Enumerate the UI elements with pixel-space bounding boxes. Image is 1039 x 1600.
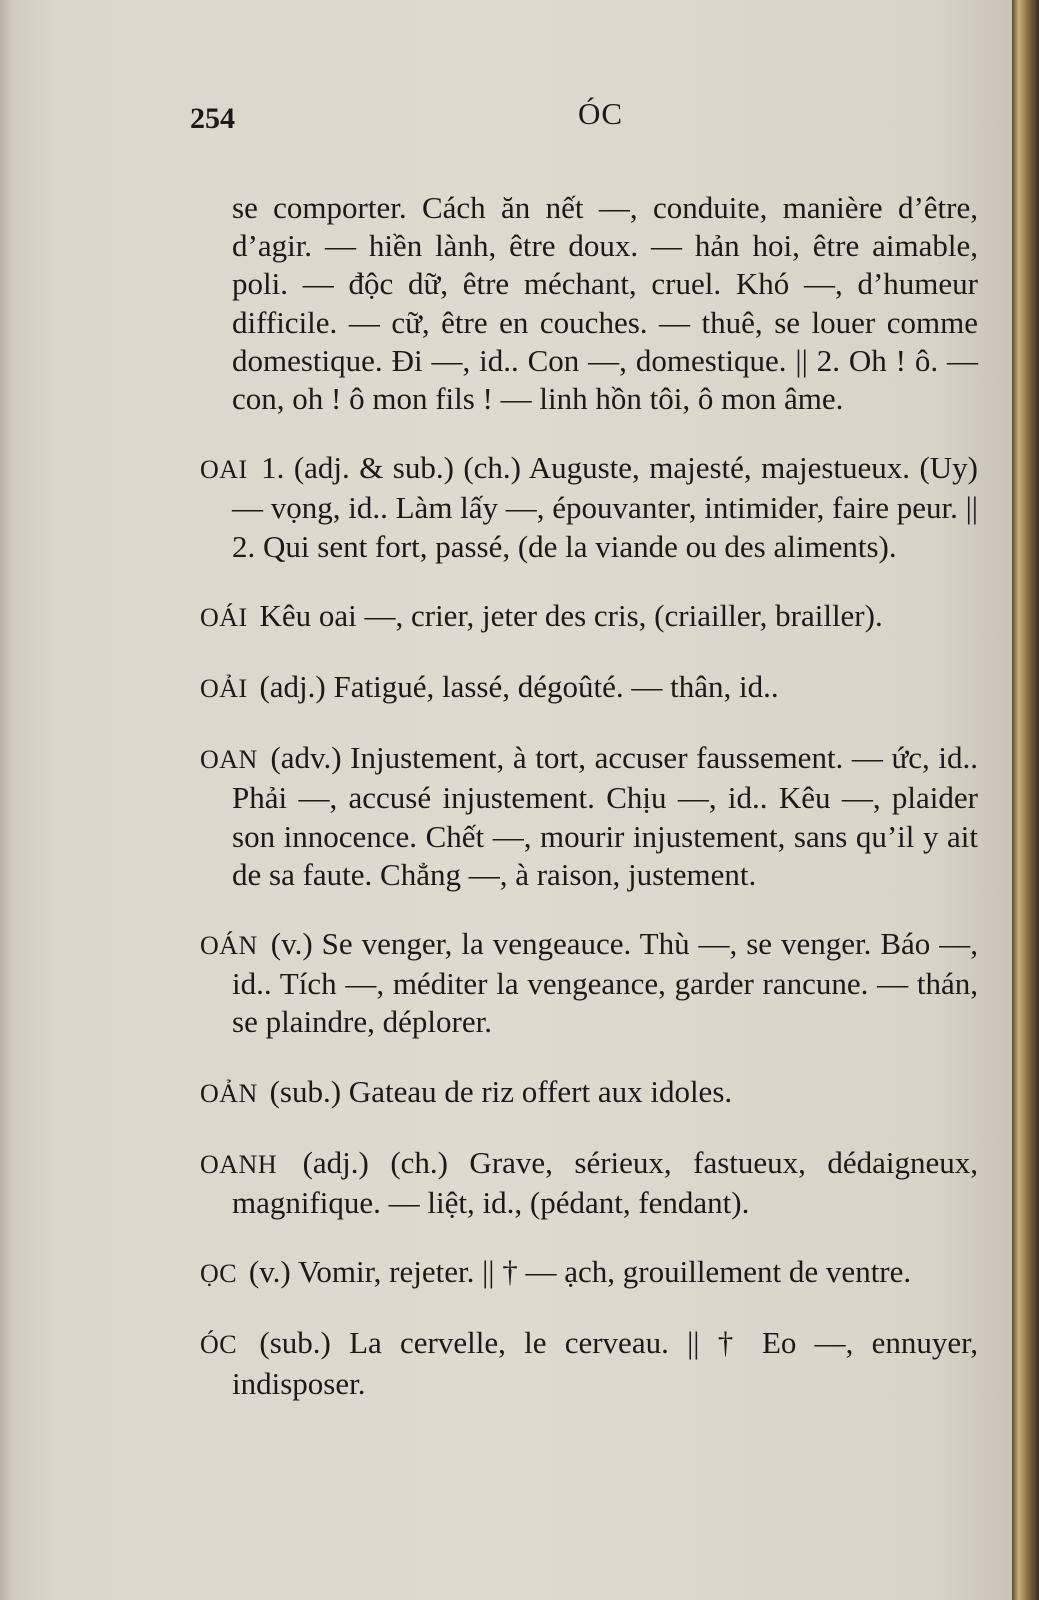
entry-text: (v.) Vomir, rejeter. || † — ạch, grouillement de ventre. — [248, 1254, 912, 1290]
running-head: ÓC — [578, 96, 624, 131]
dictionary-entry-oan — [200, 739, 978, 894]
entry-text: (v.) Se venger, la vengeauce. Thù —, se venger. Báo —, id.. Tích —, méditer la vengeance, garder rancune. — thán, se plaindre, déplorer. — [232, 926, 978, 1040]
dictionary-entry-oai-hook — [200, 668, 978, 708]
entry-text: (adj.) (ch.) Grave, sérieux, fastueux, dédaigneux, magnifique. — liệt, id., (pédant, fendant). — [232, 1144, 978, 1221]
entry-headword: OAI — [200, 455, 248, 485]
entry-text: se comporter. Cách ăn nết —, conduite, manière d’être, d’agir. — hiền lành, être doux. — hản hoi, être aimable, poli. — độc dữ, être méchant, cruel. Khó —, d’humeur difficile. — cữ, être en couches. — thuê, se louer comme domestique. Đi —, id.. Con —, domestique. || 2. Oh ! ô. — con, oh ! ô mon fils ! — linh hồn tôi, ô mon âme. — [232, 190, 978, 417]
dictionary-entry-oc-acute — [200, 1324, 978, 1402]
entry-headword: ÓC — [200, 1330, 238, 1360]
dictionary-entry-oai-acute — [200, 597, 978, 637]
dictionary-entry-oc-dot — [200, 1253, 978, 1293]
book-page-edges — [1012, 0, 1039, 1600]
entry-headword: OẢI — [200, 674, 248, 704]
entry-text: (sub.) La cervelle, le cerveau. || † Eo —, ennuyer, indisposer. — [232, 1325, 978, 1401]
entry-headword: OÁN — [200, 931, 258, 961]
dictionary-entry-continuation — [200, 189, 978, 418]
entry-text: 1. (adj. & sub.) (ch.) Auguste, majesté, majestueux. (Uy) — vọng, id.. Làm lấy —, épouvanter, intimider, faire peur. || 2. Qui sent fort, passé, (de la viande ou des aliments). — [232, 450, 979, 564]
page-header — [0, 96, 1012, 136]
entry-headword: ỌC — [200, 1259, 238, 1289]
page-gutter-shadow — [0, 0, 14, 1600]
entry-headword: OAN — [200, 745, 258, 775]
entry-headword: OANH — [200, 1149, 278, 1179]
entry-headword: OÁI — [200, 602, 248, 632]
page-number: 254 — [190, 102, 235, 135]
entry-headword: OẢN — [200, 1078, 258, 1108]
entry-text: (adv.) Injustement, à tort, accuser faussement. — ức, id.. Phải —, accusé injustement. Chịu —, id.. Kêu —, plaider son innocence. Chết —, mourir injustement, sans qu’il y ait de sa faute. Chẳng —, à raison, justement. — [232, 740, 978, 892]
entry-text: (adj.) Fatigué, lassé, dégoûté. — thân, id.. — [259, 669, 779, 705]
entry-text: (sub.) Gateau de riz offert aux idoles. — [269, 1073, 733, 1109]
dictionary-entry-oai — [200, 449, 978, 566]
entry-text: Kêu oai —, crier, jeter des cris, (criailler, brailler). — [259, 597, 883, 633]
dictionary-entries — [200, 158, 978, 1415]
dictionary-entry-oanh — [200, 1144, 978, 1222]
dictionary-entry-oan-hook — [200, 1073, 978, 1113]
dictionary-entry-oan-acute — [200, 925, 978, 1042]
